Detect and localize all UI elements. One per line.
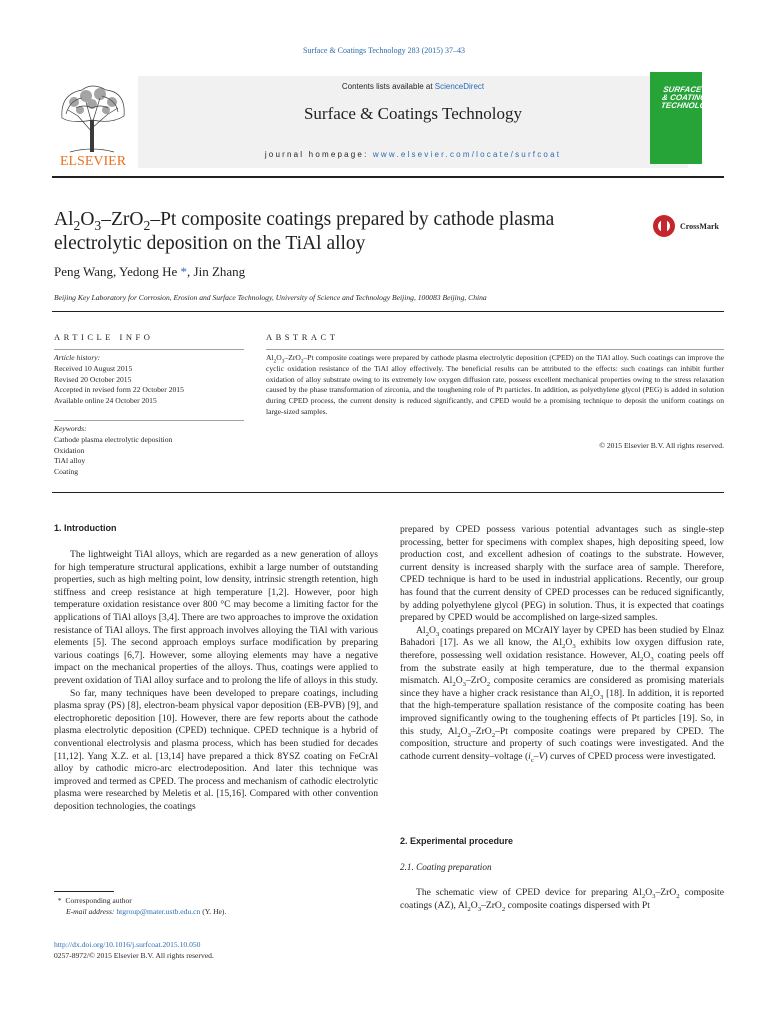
homepage-link[interactable]: www.elsevier.com/locate/surfcoat xyxy=(372,150,562,159)
divider xyxy=(54,420,244,421)
abstract-heading: ABSTRACT xyxy=(266,332,339,342)
masthead xyxy=(52,76,710,168)
journal-cover[interactable] xyxy=(650,72,719,164)
contents-line: Contents lists available at ScienceDirect xyxy=(341,82,485,91)
column-right-continued xyxy=(400,887,724,912)
journal-homepage: journal homepage: www.elsevier.com/locate/surfcoat xyxy=(264,150,562,159)
footnote-rule xyxy=(54,891,114,892)
doi-link[interactable]: http://dx.doi.org/10.1016/j.surfcoat.2015.10.050 xyxy=(54,940,201,949)
crossmark-badge[interactable] xyxy=(652,214,734,238)
abstract-text: $Al_2O_3-ZrO_2-Pt$ composite coatings were prepared by cathode plasma electrolytic deposition (CPED) on the TiAl alloy. Such coatings can improve the cyclic oxidation resistance of the TiAl alloy effectively. The beneficial results can be attributed to the effects: such coatings can inhibit further oxidation of alloy substrate owing to its extremely low oxygen diffusion rate, possess excellent mechanical properties owing to the stress relaxation caused by the phase transformation of zirconia, and the toughening role of Pt particles. In addition, as polyethylene glycol (PEG) is added in solution during CPED process, the current density is reduced significantly, and CPED would be a promising technique to deposit the uniform coatings on large-sized samples. xyxy=(266,353,724,416)
paragraph: The schematic view of CPED device for preparing $Al_2O_3-ZrO_2$ composite coatings (AZ), $Al_2O_3-ZrO_2$ composite coatings dispersed with Pt xyxy=(400,887,724,913)
abstract-copyright: © 2015 Elsevier B.V. All rights reserved. xyxy=(599,441,724,450)
section-heading-introduction: 1. Introduction xyxy=(54,523,117,533)
elsevier-tree-logo[interactable] xyxy=(52,80,134,168)
divider xyxy=(52,492,724,493)
journal-name: Surface & Coatings Technology xyxy=(303,104,523,123)
author-email-link[interactable]: htgroup@mater.ustb.edu.cn xyxy=(116,906,201,916)
crossmark-label: CrossMark xyxy=(680,222,719,231)
column-left xyxy=(54,549,378,813)
corresponding-author-marker[interactable]: * xyxy=(180,264,188,279)
sciencedirect-link[interactable]: ScienceDirect xyxy=(434,82,485,91)
affiliation: Beijing Key Laboratory for Corrosion, Erosion and Surface Technology, University of Science and Technology Beijing, 100083 Beijing, China xyxy=(54,293,487,302)
divider xyxy=(54,349,244,350)
paragraph: prepared by CPED possess various potential advantages such as single-step processing, better for specimens with complex shapes, high depositing speed, low production cost, and excellent adhesion of coatings to the substrate. However, current density is increased sharply with the surface area of sample. Therefore, CPED technique is hard to be used in industrial applications. Recently, our group has found that the current density of CPED processes can be reduced significantly, by adding polyethylene glycol (PEG) in solution. Thus, it is expected that coatings prepared by CPED would be accomplished on large-sized samples. xyxy=(400,524,724,624)
paragraph: So far, many techniques have been developed to prepare coatings, including plasma spray (PS) [8], electron-beam physical vapor deposition (EB-PVB) [9], and electrophoretic deposition [10]. However, there are few reports about the cathode plasma electrolytic deposition (CPED) technique. CPED technique is a hybrid of conventional electrolysis and plasma process, which has been studied for decades [11,12]. Yang X.Z. et al. [13,14] have prepared a thick 8YSZ coating on FeCrAl alloy by cathodic micro-arc electrodeposition. And later this technique was improved and termed as CPED. The process and mechanism of cathodic electrolytic plasma were researched by Meletis et al. [15,16]. Compared with other convention deposition technologies, the coatings xyxy=(54,687,378,812)
journal-citation[interactable]: Surface & Coatings Technology 283 (2015) 37–43 xyxy=(303,46,465,55)
keywords: Keywords: Cathode plasma electrolytic deposition Oxidation TiAl alloy Coating xyxy=(54,424,173,477)
divider xyxy=(266,349,724,350)
column-right xyxy=(400,524,724,763)
section-heading-experimental: 2. Experimental procedure xyxy=(400,836,514,846)
author-list: Peng Wang, Yedong He *, Jin Zhang xyxy=(54,264,246,279)
paragraph: $Al_2O_3$ coatings prepared on MCrAlY layer by CPED has been studied by Elnaz Bahadori [17]. As we all know, the $Al_2O_3$ exhibits low oxygen diffusion rate, therefore, possessing well oxidation resistance. However, $Al_2O_3$ coating peels off from the substrate easily at high temperature, due to the thermal expansion mismatch. $Al_2O_3-ZrO_2$ composite ceramics are considered as promising materials since they have a higher crack resistance than $Al_2O_3$ [18]. In addition, it is reported that the high-temperature spallation resistance of the composite coating has been improved significantly owing to the toughening effects of Pt particles [19]. So, in this study, $Al_2O_3-ZrO_2-Pt$ composite coatings were prepared by CPED. The composition, structure and property of such coatings were investigated. And the cathode current density–voltage $(i_c-V)$ curves of CPED process were investigated. xyxy=(400,624,725,764)
masthead-banner xyxy=(138,76,688,168)
article-info-heading: ARTICLE INFO xyxy=(54,332,154,342)
cover-title: SURFACE & COATINGS TECHNOLOGY xyxy=(660,85,719,110)
header-rule xyxy=(52,176,724,178)
article-title: $Al_2O_3-ZrO_2-Pt$ composite coatings prepared by cathode plasma electrolytic deposition on the TiAl alloy xyxy=(54,209,555,254)
doi-block: http://dx.doi.org/10.1016/j.surfcoat.2015.10.050 0257-8972/© 2015 Elsevier B.V. All rights reserved. xyxy=(54,940,214,960)
article-history: Article history: Received 10 August 2015 Revised 20 October 2015 Accepted in revised form 22 October 2015 Available online 24 October 2015 xyxy=(54,353,184,406)
publisher-name: ELSEVIER xyxy=(59,154,127,169)
divider xyxy=(52,311,724,312)
footnote: * Corresponding author E-mail address: htgroup@mater.ustb.edu.cn (Y. He). xyxy=(57,896,227,916)
subsection-heading: 2.1. Coating preparation xyxy=(400,862,492,872)
paragraph: The lightweight TiAl alloys, which are regarded as a new generation of alloys for high temperature structural applications, exhibit a large number of outstanding properties, such as high melting point, low density, intrinsic strength retention, high stiffness and creep resistance at high temperature [1,2]. However, poor high temperature oxidation resistance over 800 °C may become a limiting factor for the applications of TiAl alloys [3,4]. There are two approaches to improve the oxidation resistance of TiAl alloys. The first approach involves alloying the TiAl with various elements [5]. The second approach employs surface modification by preparing various coatings [6,7]. However, some alloying elements may have a negative impact on the mechanical properties of the alloys. Thus, coatings were applied to prevent oxidation of TiAl alloy surface and to prolong the life of alloys in this study. xyxy=(54,549,378,686)
